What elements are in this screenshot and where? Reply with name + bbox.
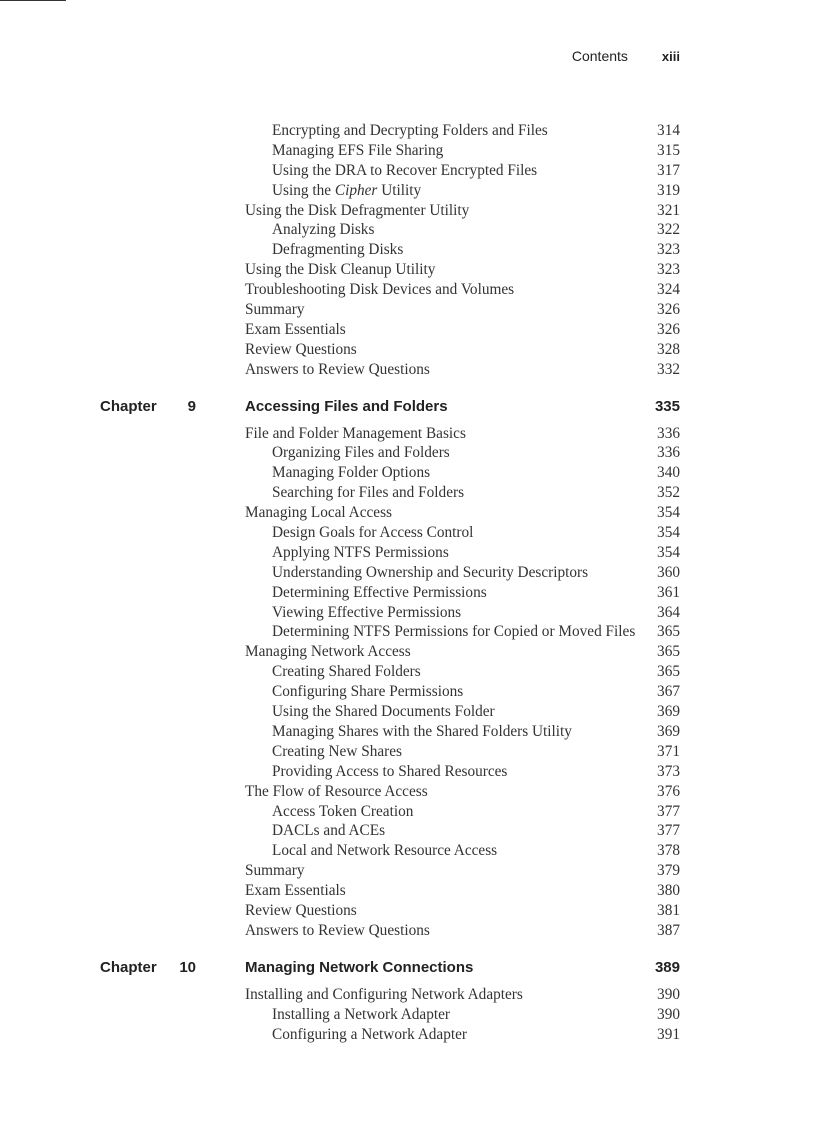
toc-entry[interactable] (0, 782, 816, 802)
chapter-label: Chapter (100, 397, 157, 415)
entry-title: Using the Disk Defragmenter Utility (245, 201, 470, 219)
entry-title: Applying NTFS Permissions (272, 543, 449, 561)
toc-entry[interactable] (0, 300, 816, 320)
entry-page-number: 354 (657, 504, 680, 522)
chapter-spacer (0, 978, 816, 985)
entry-page-number: 354 (657, 524, 680, 542)
toc-entry[interactable] (0, 921, 816, 941)
toc-subentry[interactable] (0, 662, 816, 682)
entry-title: Using the Disk Cleanup Utility (245, 261, 436, 279)
entry-title: Creating New Shares (272, 742, 402, 760)
entry-title: Review Questions (245, 340, 357, 358)
entry-title: Managing EFS File Sharing (272, 141, 444, 159)
entry-page-number: 369 (657, 703, 680, 721)
entry-title: Configuring a Network Adapter (272, 1025, 467, 1043)
entry-title: Review Questions (245, 901, 357, 919)
toc-subentry[interactable] (0, 181, 816, 201)
toc-subentry[interactable] (0, 483, 816, 503)
toc-entry[interactable] (0, 861, 816, 881)
toc-entry[interactable] (0, 280, 816, 300)
entry-page-number: 361 (657, 583, 680, 601)
entry-page-number: 367 (657, 683, 680, 701)
entry-page-number: 352 (657, 484, 680, 502)
toc-subentry[interactable] (0, 583, 816, 603)
entry-title: Providing Access to Shared Resources (272, 762, 508, 780)
entry-title: Using the DRA to Recover Encrypted Files (272, 161, 538, 179)
entry-page-number: 340 (657, 464, 680, 482)
entry-page-number: 314 (657, 122, 680, 139)
entry-page-number: 378 (657, 842, 680, 860)
entry-title: Exam Essentials (245, 882, 346, 900)
entry-page-number: 319 (657, 181, 680, 199)
entry-title: Analyzing Disks (272, 221, 375, 239)
chapter-page: 389 (654, 958, 680, 976)
entry-page-number: 321 (657, 201, 680, 219)
entry-page-number: 324 (657, 281, 680, 299)
toc-subentry[interactable] (0, 821, 816, 841)
entry-page-number: 326 (657, 320, 680, 338)
toc-subentry[interactable] (0, 563, 816, 583)
entry-page-number: 371 (657, 742, 680, 760)
entry-page-number: 317 (657, 161, 680, 179)
entry-page-number: 387 (657, 921, 680, 939)
entry-title: Managing Network Access (245, 643, 411, 661)
entry-title: Summary (245, 301, 305, 319)
entry-page-number: 322 (657, 221, 680, 239)
toc-subentry[interactable] (0, 722, 816, 742)
entry-page-number: 377 (657, 802, 680, 820)
chapter-number: 10 (179, 958, 196, 976)
entry-title: Determining Effective Permissions (272, 583, 487, 601)
entry-page-number: 376 (657, 782, 680, 800)
entry-title: Understanding Ownership and Security Descriptors (272, 563, 589, 581)
entry-page-number: 323 (657, 241, 680, 259)
entry-page-number: 315 (657, 141, 680, 159)
toc-subentry[interactable] (0, 742, 816, 762)
chapter-title: Managing Network Connections (245, 958, 474, 976)
running-head-section: Contents (571, 48, 628, 64)
entry-page-number: 354 (657, 543, 680, 561)
toc-subentry[interactable] (0, 543, 816, 563)
toc-subentry[interactable] (0, 762, 816, 782)
chapter-title: Accessing Files and Folders (245, 397, 448, 415)
toc-entry[interactable] (0, 503, 816, 523)
entry-page-number: 360 (657, 563, 680, 581)
entry-page-number: 326 (657, 301, 680, 319)
toc-subentry[interactable] (0, 802, 816, 822)
toc-entry[interactable] (0, 642, 816, 662)
entry-title (272, 181, 421, 201)
toc-entry[interactable] (0, 201, 816, 221)
chapter-number: 9 (187, 397, 196, 415)
entry-title: Defragmenting Disks (272, 241, 404, 259)
entry-title: Managing Local Access (245, 504, 392, 522)
entry-title: Local and Network Resource Access (272, 842, 498, 860)
toc-subentry[interactable] (0, 603, 816, 623)
toc-entry[interactable] (0, 901, 816, 921)
entry-title: Using the Shared Documents Folder (272, 703, 495, 721)
toc-subentry[interactable] (0, 523, 816, 543)
entry-title: Managing Folder Options (272, 464, 431, 482)
entry-page-number: 381 (657, 901, 680, 919)
entry-title-text: Using the (272, 181, 335, 199)
toc-entry[interactable] (0, 881, 816, 901)
toc-subentry[interactable] (0, 220, 816, 240)
table-of-contents (0, 121, 816, 1044)
toc-subentry[interactable] (0, 161, 816, 181)
chapter-label: Chapter (100, 958, 157, 976)
entry-title: Viewing Effective Permissions (272, 603, 462, 621)
toc-subentry[interactable] (0, 463, 816, 483)
top-rule (0, 0, 66, 1)
entry-title: The Flow of Resource Access (245, 782, 428, 800)
entry-title: Configuring Share Permissions (272, 683, 464, 701)
entry-page-number: 365 (657, 643, 680, 661)
entry-page-number: 380 (657, 882, 680, 900)
toc-entry[interactable] (0, 260, 816, 280)
entry-page-number: 365 (657, 663, 680, 681)
entry-page-number: 377 (657, 822, 680, 840)
toc-subentry[interactable] (0, 240, 816, 260)
entry-page-number: 391 (657, 1025, 680, 1043)
entry-title-text: Utility (377, 181, 422, 199)
entry-title: Encrypting and Decrypting Folders and Files (272, 122, 548, 139)
entry-title: Answers to Review Questions (245, 921, 430, 939)
entry-title: Summary (245, 862, 305, 880)
toc-subentry[interactable] (0, 121, 816, 141)
toc-entry[interactable] (0, 320, 816, 340)
entry-title: Answers to Review Questions (245, 360, 430, 378)
entry-title: Searching for Files and Folders (272, 484, 465, 502)
entry-title-emphasis: Cipher (334, 181, 378, 199)
entry-title: Installing and Configuring Network Adapters (245, 985, 523, 1003)
entry-title: Managing Shares with the Shared Folders Utility (272, 722, 572, 740)
chapter-heading[interactable] (0, 397, 816, 417)
entry-page-number: 332 (657, 360, 680, 378)
entry-page-number: 323 (657, 261, 680, 279)
entry-title: Installing a Network Adapter (272, 1005, 450, 1023)
toc-subentry[interactable] (0, 1025, 816, 1045)
entry-title: DACLs and ACEs (272, 822, 386, 840)
entry-title: Organizing Files and Folders (272, 444, 450, 462)
entry-page-number: 369 (657, 722, 680, 740)
entry-title: File and Folder Management Basics (245, 424, 466, 442)
entry-page-number: 364 (657, 603, 680, 621)
entry-title: Access Token Creation (272, 802, 414, 820)
toc-entry[interactable] (0, 360, 816, 380)
chapter-heading[interactable] (0, 958, 816, 978)
entry-title: Exam Essentials (245, 320, 346, 338)
entry-page-number: 390 (657, 985, 680, 1003)
toc-subentry[interactable] (0, 443, 816, 463)
running-head-page-number: xiii (661, 49, 680, 64)
entry-page-number: 390 (657, 1005, 680, 1023)
running-head (572, 48, 680, 64)
entry-title: Determining NTFS Permissions for Copied or Moved Files (272, 623, 636, 641)
entry-title: Troubleshooting Disk Devices and Volumes (245, 281, 515, 299)
toc-subentry[interactable] (0, 682, 816, 702)
toc-entry[interactable] (0, 340, 816, 360)
entry-title: Design Goals for Access Control (272, 524, 474, 542)
toc-entry[interactable] (0, 985, 816, 1005)
entry-title: Creating Shared Folders (272, 663, 421, 681)
chapter-spacer (0, 380, 816, 397)
toc-subentry[interactable] (0, 141, 816, 161)
toc-entry[interactable] (0, 424, 816, 444)
chapter-spacer (0, 417, 816, 424)
toc-subentry[interactable] (0, 841, 816, 861)
toc-subentry[interactable] (0, 1005, 816, 1025)
chapter-spacer (0, 941, 816, 958)
toc-subentry[interactable] (0, 702, 816, 722)
entry-page-number: 373 (657, 762, 680, 780)
entry-page-number: 336 (657, 444, 680, 462)
entry-page-number: 379 (657, 862, 680, 880)
entry-page-number: 328 (657, 340, 680, 358)
entry-page-number: 336 (657, 424, 680, 442)
chapter-page: 335 (654, 397, 680, 415)
toc-subentry[interactable] (0, 622, 816, 642)
entry-page-number: 365 (657, 623, 680, 641)
